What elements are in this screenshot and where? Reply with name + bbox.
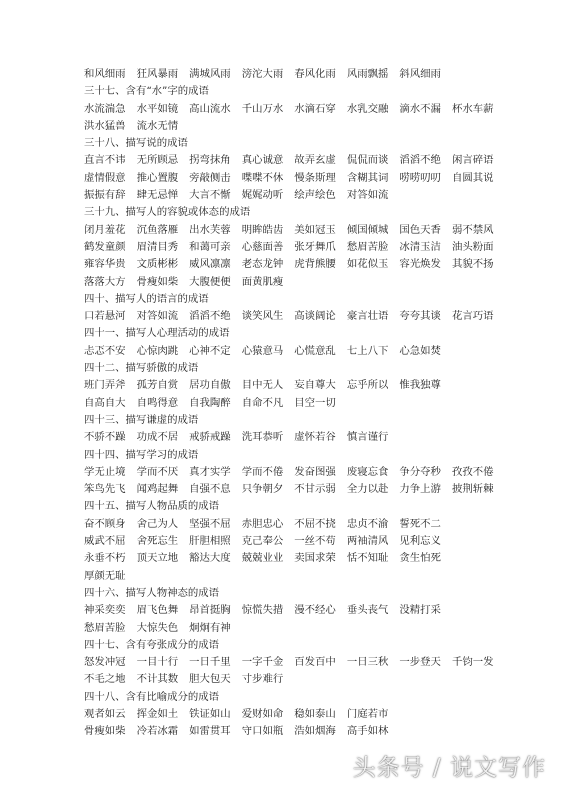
idiom: 惊慌失措	[241, 604, 284, 617]
idiom: 流水无情	[136, 119, 179, 132]
idiom: 滂沱大雨	[241, 68, 284, 80]
idiom: 昂首挺胸	[189, 604, 231, 617]
idiom: 心神不定	[189, 344, 231, 357]
idiom: 忘乎所以	[346, 379, 389, 392]
idiom: 浩如烟海	[294, 725, 336, 738]
idiom: 滴水不漏	[399, 102, 441, 115]
idiom: 舍己为人	[136, 517, 179, 530]
idiom-row	[84, 464, 560, 481]
idiom: 铁证如山	[189, 707, 231, 720]
idiom: 废寝忘食	[346, 465, 389, 478]
idiom-row	[84, 101, 560, 118]
idiom: 面黄肌瘦	[241, 275, 284, 288]
idiom: 愁眉苦脸	[84, 621, 126, 634]
idiom: 骨瘦如柴	[136, 275, 179, 288]
idiom: 和蔼可亲	[189, 240, 231, 253]
section-heading: 四十七、含有夸张成分的成语	[84, 638, 220, 651]
idiom: 克己奉公	[241, 535, 284, 548]
idiom: 目中无人	[241, 379, 284, 392]
idiom: 不甘示弱	[294, 483, 336, 496]
idiom-row	[84, 654, 560, 671]
idiom: 虚情假意	[84, 171, 126, 184]
idiom: 一日三秋	[346, 656, 389, 669]
idiom: 兢兢业业	[241, 552, 284, 565]
idiom-row	[84, 152, 560, 169]
idiom: 惟我独尊	[399, 379, 441, 392]
idiom: 美如冠玉	[294, 223, 336, 236]
idiom: 自鸣得意	[136, 396, 179, 409]
idiom-row	[84, 481, 560, 498]
idiom: 威风凛凛	[189, 258, 231, 271]
idiom: 一字千金	[241, 656, 284, 669]
idiom: 水平如镜	[136, 102, 179, 115]
section-heading: 四十二、描写骄傲的成语	[84, 362, 199, 375]
idiom: 闻鸡起舞	[136, 483, 179, 496]
idiom: 对答如流	[346, 189, 389, 202]
idiom: 心急如焚	[399, 344, 441, 357]
idiom: 一日千里	[189, 656, 231, 669]
idiom: 花言巧语	[451, 310, 494, 323]
idiom: 爱财如命	[241, 707, 284, 720]
idiom: 不屈不挠	[294, 517, 336, 530]
idiom: 卖国求荣	[294, 552, 336, 565]
watermark: 头条号 / 说文写作	[352, 755, 546, 781]
idiom: 神采奕奕	[84, 604, 126, 617]
section-heading: 三十九、描写人的容貌或体态的成语	[84, 206, 251, 219]
idiom: 慎言谨行	[346, 431, 389, 444]
idiom: 斜风细雨	[399, 68, 441, 80]
idiom: 对答如流	[136, 310, 179, 323]
idiom: 七上八下	[346, 344, 389, 357]
idiom: 水乳交融	[346, 102, 389, 115]
idiom: 和风细雨	[84, 68, 126, 80]
idiom: 大腹便便	[189, 275, 231, 288]
idiom-row	[84, 395, 560, 412]
idiom-row	[84, 706, 560, 723]
idiom: 骨瘦如柴	[84, 725, 126, 738]
idiom: 直言不讳	[84, 154, 126, 167]
idiom: 水滴石穿	[294, 102, 336, 115]
idiom: 冷若冰霜	[136, 725, 179, 738]
idiom: 滔滔不绝	[189, 310, 231, 323]
idiom: 心慈面善	[241, 240, 284, 253]
idiom: 挥金如土	[136, 707, 179, 720]
idiom-row	[84, 239, 560, 256]
idiom: 一目十行	[136, 656, 179, 669]
idiom: 满城风雨	[189, 68, 231, 80]
idiom: 戒骄戒躁	[189, 431, 231, 444]
idiom: 杯水车薪	[451, 102, 494, 115]
idiom: 一丝不苟	[294, 535, 336, 548]
idiom: 自命不凡	[241, 396, 284, 409]
idiom: 洗耳恭听	[241, 431, 284, 444]
idiom: 心猿意马	[241, 344, 284, 357]
idiom: 自我陶醉	[189, 396, 231, 409]
idiom: 口若悬河	[84, 310, 126, 323]
idiom: 坚强不屈	[189, 517, 231, 530]
idiom: 胆大包天	[189, 673, 231, 686]
idiom: 发奋图强	[294, 465, 336, 478]
idiom: 不计其数	[136, 673, 179, 686]
section-heading: 四十一、描写人心理活动的成语	[84, 327, 230, 340]
idiom: 孤芳自赏	[136, 379, 179, 392]
section-heading: 四十、描写人的语言的成语	[84, 292, 209, 305]
idiom: 眉飞色舞	[136, 604, 179, 617]
idiom-row	[84, 602, 560, 619]
idiom: 绘声绘色	[294, 189, 336, 202]
idiom: 旁敲侧击	[189, 171, 231, 184]
idiom: 水流湍急	[84, 102, 126, 115]
idiom: 争分夺秒	[399, 465, 441, 478]
idiom: 永垂不朽	[84, 552, 126, 565]
idiom: 明眸皓齿	[241, 223, 284, 236]
idiom: 豪言壮语	[346, 310, 389, 323]
idiom: 容光焕发	[399, 258, 441, 271]
idiom: 落落大方	[84, 275, 126, 288]
idiom: 倾国倾城	[346, 223, 389, 236]
idiom: 观者如云	[84, 707, 126, 720]
idiom: 千钧一发	[451, 656, 494, 669]
idiom: 垂头丧气	[346, 604, 389, 617]
idiom: 虚怀若谷	[294, 431, 336, 444]
section-heading: 四十三、描写谦虚的成语	[84, 413, 199, 426]
idiom: 故弄玄虚	[294, 154, 336, 167]
idiom: 谈笑风生	[241, 310, 284, 323]
idiom: 奋不顾身	[84, 517, 126, 530]
idiom: 闭月羞花	[84, 223, 126, 236]
idiom: 鹤发童颜	[84, 240, 126, 253]
idiom-row	[84, 222, 560, 239]
idiom-row	[84, 256, 560, 273]
idiom: 沉鱼落雁	[136, 223, 179, 236]
idiom: 不毛之地	[84, 673, 126, 686]
idiom: 舍死忘生	[136, 535, 179, 548]
section-heading: 四十八、含有比喻成分的成语	[84, 690, 220, 703]
idiom: 不骄不躁	[84, 431, 126, 444]
idiom: 春风化雨	[294, 68, 336, 80]
idiom: 滔滔不绝	[399, 154, 441, 167]
idiom-row	[84, 377, 560, 394]
idiom: 恬不知耻	[346, 552, 389, 565]
idiom: 忠贞不渝	[346, 517, 389, 530]
idiom-row	[84, 187, 560, 204]
idiom-row	[84, 274, 560, 291]
idiom: 夸夸其谈	[399, 310, 441, 323]
idiom: 漫不经心	[294, 604, 336, 617]
idiom: 心惊肉跳	[136, 344, 179, 357]
idiom: 两袖清风	[346, 535, 389, 548]
section-heading: 四十四、描写学习的成语	[84, 448, 199, 461]
idiom: 推心置腹	[136, 171, 179, 184]
idiom-row	[84, 516, 560, 533]
idiom: 披荆斩棘	[451, 483, 494, 496]
idiom: 没精打采	[399, 604, 441, 617]
idiom: 稳如泰山	[294, 707, 336, 720]
idiom: 出水芙蓉	[189, 223, 231, 236]
idiom: 洪水猛兽	[84, 119, 126, 132]
idiom: 居功自傲	[189, 379, 231, 392]
section-heading: 四十五、描写人物品质的成语	[84, 500, 220, 513]
idiom: 肝胆相照	[189, 535, 231, 548]
idiom: 喋喋不休	[241, 171, 284, 184]
idiom: 见利忘义	[399, 535, 441, 548]
section-heading: 三十七、含有“水”字的成语	[84, 85, 209, 98]
idiom: 赤胆忠心	[241, 517, 284, 530]
idiom: 风雨飘摇	[346, 68, 389, 80]
idiom: 老态龙钟	[241, 258, 284, 271]
idiom: 贪生怕死	[399, 552, 441, 565]
idiom: 国色天香	[399, 223, 441, 236]
idiom: 拐弯抹角	[189, 154, 231, 167]
idiom: 自强不息	[189, 483, 231, 496]
idiom-row	[84, 533, 560, 550]
idiom: 目空一切	[294, 396, 336, 409]
idiom: 大惊失色	[136, 621, 179, 634]
idiom-row	[84, 118, 560, 135]
idiom: 威武不屈	[84, 535, 126, 548]
idiom: 自高自大	[84, 396, 126, 409]
idiom: 学无止境	[84, 465, 126, 478]
section-heading: 三十八、描写说的成语	[84, 137, 188, 150]
idiom: 孜孜不倦	[451, 465, 494, 478]
idiom: 炯炯有神	[189, 621, 231, 634]
idiom-row	[84, 343, 560, 360]
idiom: 闲言碎语	[451, 154, 494, 167]
idiom: 高手如林	[346, 725, 389, 738]
idiom-row	[84, 550, 560, 567]
idiom: 誓死不二	[399, 517, 441, 530]
idiom: 张牙舞爪	[294, 240, 336, 253]
idiom: 含糊其词	[346, 171, 389, 184]
idiom: 笨鸟先飞	[84, 483, 126, 496]
idiom: 学而不倦	[241, 465, 284, 478]
idiom: 弱不禁风	[451, 223, 494, 236]
idiom-row	[84, 620, 560, 637]
idiom: 大言不惭	[189, 189, 231, 202]
idiom: 其貌不扬	[451, 258, 494, 271]
idiom: 油头粉面	[451, 240, 494, 253]
idiom: 力争上游	[399, 483, 441, 496]
idiom: 心慌意乱	[294, 344, 336, 357]
idiom: 真才实学	[189, 465, 231, 478]
idiom-row	[84, 429, 560, 446]
idiom: 肆无忌惮	[136, 189, 179, 202]
idiom: 只争朝夕	[241, 483, 284, 496]
idiom: 学而不厌	[136, 465, 179, 478]
idiom: 慢条斯理	[294, 171, 336, 184]
idiom: 文质彬彬	[136, 258, 179, 271]
idiom: 如花似玉	[346, 258, 389, 271]
idiom: 无所顾忌	[136, 154, 179, 167]
idiom: 全力以赴	[346, 483, 389, 496]
idiom: 忐忑不安	[84, 344, 126, 357]
idiom: 百发百中	[294, 656, 336, 669]
idiom: 寸步难行	[241, 673, 284, 686]
idiom: 一步登天	[399, 656, 441, 669]
section-heading: 四十六、描写人物神态的成语	[84, 586, 220, 599]
idiom: 门庭若市	[346, 707, 389, 720]
idiom: 高谈阔论	[294, 310, 336, 323]
idiom: 高山流水	[189, 102, 231, 115]
idiom-row	[84, 671, 560, 688]
idiom: 侃侃而谈	[346, 154, 389, 167]
idiom: 冰清玉洁	[399, 240, 441, 253]
idiom: 怒发冲冠	[84, 656, 126, 669]
idiom-row	[84, 308, 560, 325]
idiom: 豁达大度	[189, 552, 231, 565]
idiom: 自圆其说	[451, 171, 494, 184]
idiom-row	[84, 723, 560, 740]
idiom: 妄自尊大	[294, 379, 336, 392]
idiom: 顶天立地	[136, 552, 179, 565]
idiom: 雍容华贵	[84, 258, 126, 271]
idiom: 千山万水	[241, 102, 284, 115]
idiom: 虎背熊腰	[294, 258, 336, 271]
idiom: 如雷贯耳	[189, 725, 231, 738]
idiom: 真心诚意	[241, 154, 284, 167]
idiom: 娓娓动听	[241, 189, 284, 202]
idiom-row	[84, 568, 560, 585]
idiom: 愁眉苦脸	[346, 240, 389, 253]
idiom-row	[84, 170, 560, 187]
idiom: 眉清目秀	[136, 240, 179, 253]
idiom: 振振有辞	[84, 189, 126, 202]
idiom-row	[84, 66, 560, 83]
document-body	[84, 66, 560, 741]
idiom: 班门弄斧	[84, 379, 126, 392]
idiom: 唠唠叨叨	[399, 171, 441, 184]
idiom: 狂风暴雨	[136, 68, 179, 80]
idiom: 功成不居	[136, 431, 179, 444]
idiom: 厚颜无耻	[84, 569, 126, 582]
idiom: 守口如瓶	[241, 725, 284, 738]
